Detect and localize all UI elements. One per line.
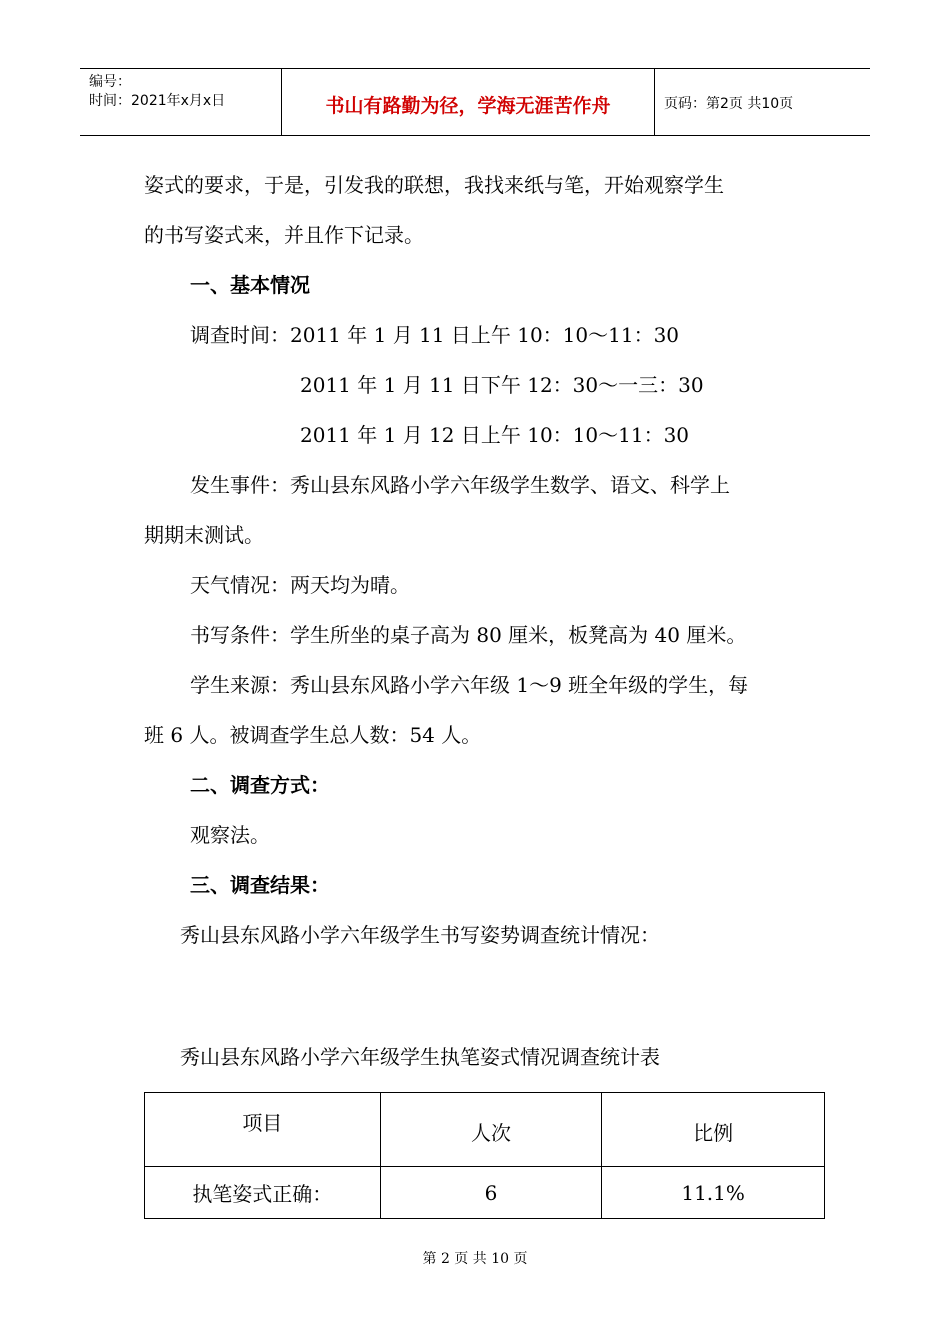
- page-footer: 第 2 页 共 10 页: [422, 1251, 528, 1267]
- event-line: 期期末测试。: [144, 523, 264, 547]
- weather-line: 天气情况：两天均为晴。: [190, 573, 410, 597]
- table-cell: 11.1%: [602, 1167, 825, 1219]
- survey-time-2: 2011 年 1 月 11 日下午 12：30～一三：30: [300, 373, 704, 397]
- source-line: 班 6 人。被调查学生总人数：54 人。: [144, 723, 482, 747]
- section-heading-method: 二、调查方式：: [190, 773, 330, 797]
- table-header-cell: 人次: [380, 1093, 602, 1167]
- survey-time-3: 2011 年 1 月 12 日上午 10：10～11：30: [300, 423, 690, 447]
- table-header-cell: 项目: [145, 1093, 381, 1167]
- table-header-row: [145, 1093, 825, 1167]
- event-line: 发生事件：秀山县东风路小学六年级学生数学、语文、科学上: [190, 473, 730, 497]
- document-time: 时间：2021年x月x日: [89, 93, 226, 109]
- document-number: 编号：: [89, 74, 131, 90]
- condition-line: 书写条件：学生所坐的桌子高为 80 厘米，板凳高为 40 厘米。: [190, 623, 747, 647]
- paragraph-line: 的书写姿式来，并且作下记录。: [144, 223, 424, 247]
- table-header-cell: 比例: [602, 1093, 825, 1167]
- table-cell: 6: [380, 1167, 602, 1219]
- header-slogan: 书山有路勤为径，学海无涯苦作舟: [281, 69, 655, 135]
- source-line: 学生来源：秀山县东风路小学六年级 1～9 班全年级的学生，每: [190, 673, 749, 697]
- table-title: 秀山县东风路小学六年级学生执笔姿式情况调查统计表: [180, 1045, 660, 1069]
- paragraph-line: 姿式的要求，于是，引发我的联想，我找来纸与笔，开始观察学生: [144, 173, 724, 197]
- statistics-table: [144, 1092, 825, 1219]
- section-heading-basic: 一、基本情况: [190, 273, 310, 297]
- table-cell: 执笔姿式正确：: [145, 1167, 381, 1219]
- header-page-number: 页码：第2页 共10页: [664, 96, 794, 112]
- results-intro: 秀山县东风路小学六年级学生书写姿势调查统计情况：: [180, 923, 660, 947]
- method-line: 观察法。: [190, 823, 270, 847]
- page-header: [80, 68, 870, 136]
- section-heading-results: 三、调查结果：: [190, 873, 330, 897]
- table-row: [145, 1167, 825, 1219]
- header-meta: [80, 69, 281, 135]
- survey-time-1: 调查时间：2011 年 1 月 11 日上午 10：10～11：30: [190, 323, 680, 347]
